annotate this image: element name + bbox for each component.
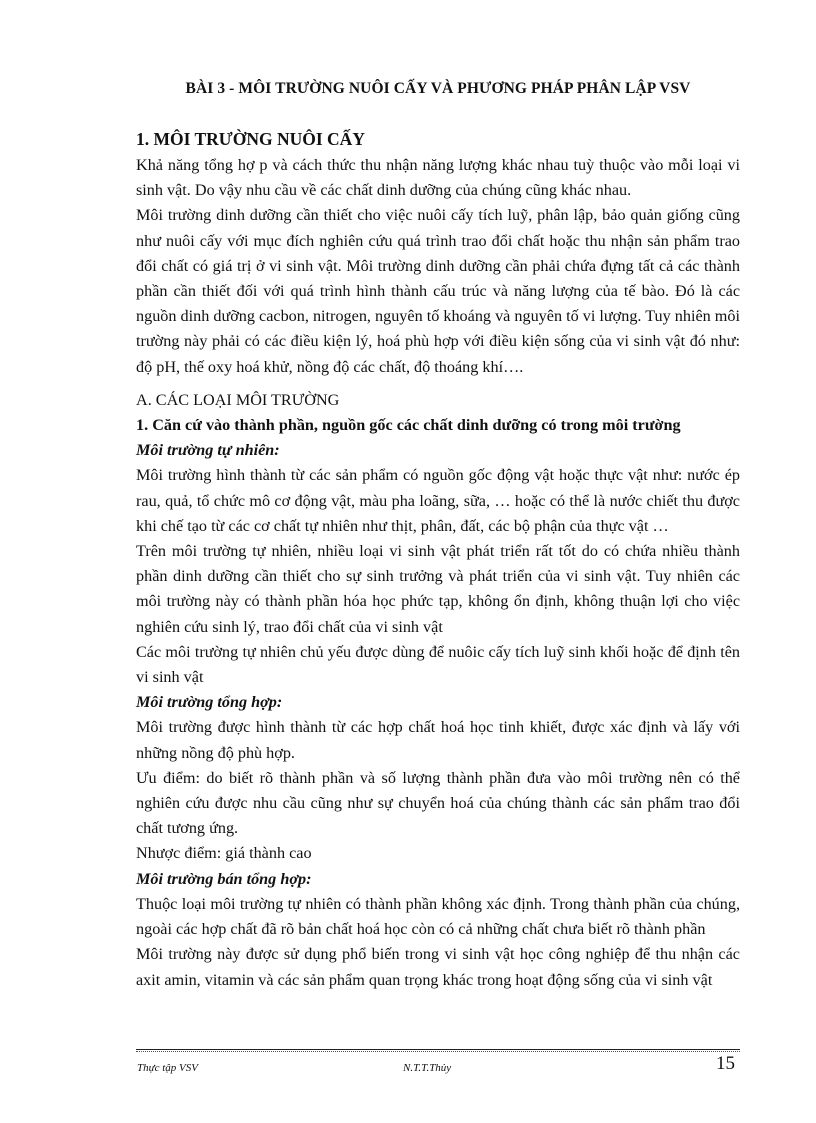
page-number: 15 <box>716 1053 735 1074</box>
paragraph: Môi trường này được sử dụng phổ biến trong vi sinh vật học công nghiệp để thu nhận các axit amin, vitamin và các sản phẩm quan trọng khác trong hoạt động sống của vi sinh vật <box>136 945 740 989</box>
paragraph: Môi trường dinh dưỡng cần thiết cho việc nuôi cấy tích luỹ, phân lập, bảo quản giống cũng như nuôi cấy với mục đích nghiên cứu quá trình trao đổi chất hoặc thu nhận sản phẩm trao đổi chất có giá trị ở vi sinh vật. Môi trường dinh dưỡng cần phải chứa đựng tất cả các thành phần cần thiết đối với quá trình hình thành cấu trúc và năng lượng của tế bào. Đó là các nguồn dinh dưỡng cacbon, nitrogen, nguyên tố khoáng và nguyên tố vi lượng. Tuy nhiên môi trường này phải có các điều kiện lý, hoá phù hợp với điều kiện sống của vi sinh vật đó như: độ pH, thế oxy hoá khử, nồng độ các chất, độ thoáng khí…. <box>136 206 740 376</box>
paragraph: Các môi trường tự nhiên chủ yếu được dùng để nuôic cấy tích luỹ sinh khối hoặc để định tên vi sinh vật <box>136 642 740 687</box>
section-heading-media-types: A. CÁC LOẠI MÔI TRƯỜNG <box>136 390 340 409</box>
paragraph: Trên môi trường tự nhiên, nhiều loại vi sinh vật phát triển rất tốt do có chứa nhiều thành phần dinh dưỡng cần thiết cho sự sinh trưởng và phát triển của vi sinh vật. Tuy nhiên các môi trường này có thành phần hóa học phức tạp, không ổn định, không thuận lợi cho việc nghiên cứu sinh lý, trao đổi chất của vi sinh vật <box>136 542 740 636</box>
paragraph: Ưu điểm: do biết rõ thành phần và số lượng thành phần đưa vào môi trường nên có thể nghiên cứu được nhu cầu cũng như sự chuyển hoá của chúng thành các sản phẩm trao đổi chất tương ứng. <box>136 768 740 838</box>
paragraph: Thuộc loại môi trường tự nhiên có thành phần không xác định. Trong thành phần của chúng, ngoài các hợp chất đã rõ bản chất hoá học còn có cả những chất chưa biết rõ thành phần <box>136 894 740 939</box>
footer-divider <box>136 1049 740 1050</box>
footer-course-title: Thực tập VSV <box>137 1062 198 1074</box>
subheading-semi-synthetic-medium: Môi trường bán tổng hợp: <box>136 869 312 888</box>
subheading-synthetic-medium: Môi trường tổng hợp: <box>136 693 283 712</box>
subheading-natural-medium: Môi trường tự nhiên: <box>136 441 280 460</box>
paragraph: Môi trường được hình thành từ các hợp chất hoá học tinh khiết, được xác định và lấy với những nồng độ phù hợp. <box>136 718 740 762</box>
page-title: BÀI 3 - MÔI TRƯỜNG NUÔI CẤY VÀ PHƯƠNG PHÁP PHÂN LẬP VSV <box>185 80 691 97</box>
subheading-composition: 1. Căn cứ vào thành phần, nguồn gốc các chất dinh dưỡng có trong môi trường <box>136 416 681 435</box>
page-content <box>136 126 740 993</box>
footer-author: N.T.T.Thủy <box>403 1062 452 1074</box>
footer-divider-dotted <box>136 1051 740 1052</box>
paragraph: Khả năng tổng hợ p và cách thức thu nhận năng lượng khác nhau tuỳ thuộc vào mỗi loại vi sinh vật. Do vậy nhu cầu về các chất dinh dưỡng của chúng cũng khác nhau. <box>136 156 740 200</box>
paragraph: Nhược điểm: giá thành cao <box>136 844 312 863</box>
section-heading-culture-media: 1. MÔI TRƯỜNG NUÔI CẤY <box>136 129 365 149</box>
paragraph: Môi trường hình thành từ các sản phẩm có nguồn gốc động vật hoặc thực vật như: nước ép rau, quả, tổ chức mô cơ động vật, màu pha loãng, sữa, … hoặc có thể là nước chiết thu được khi chế tạo từ các cơ chất tự nhiên như thịt, phân, đất, các bộ phận của thực vật … <box>136 466 740 535</box>
